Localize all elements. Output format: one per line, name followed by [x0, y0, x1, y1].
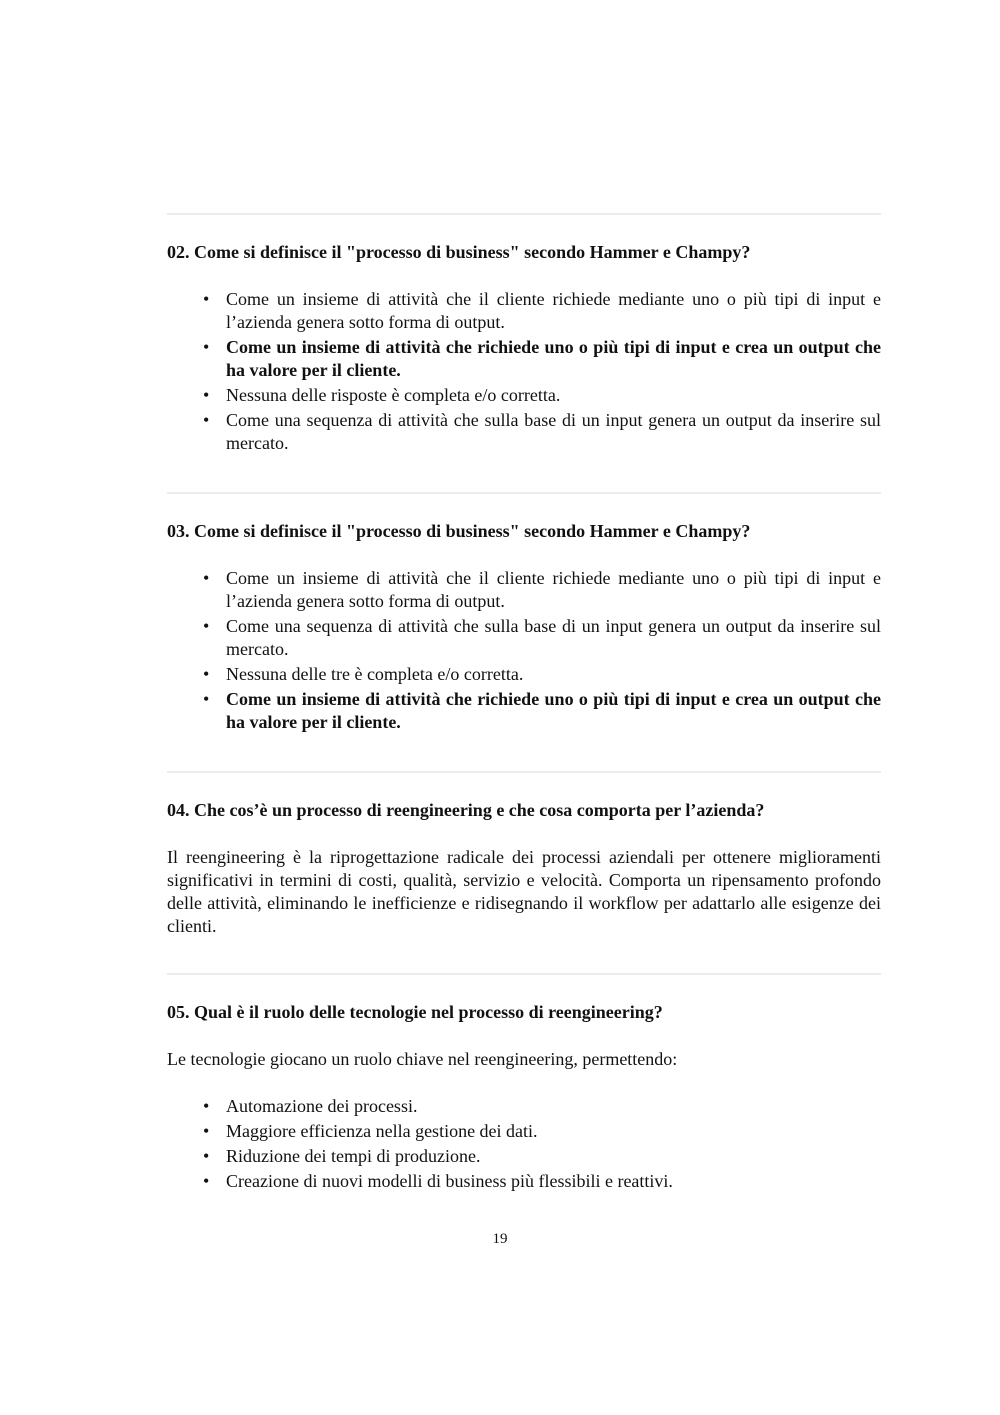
bullet-item: • Riduzione dei tempi di produzione. [226, 1145, 881, 1168]
question-title: 04. Che cos’è un processo di reengineering e che cosa comporta per l’azienda? [167, 800, 765, 820]
answer-options [167, 288, 881, 455]
question-title: 03. Come si definisce il "processo di business" secondo Hammer e Champy? [167, 521, 751, 541]
answer-option: • Nessuna delle risposte è completa e/o corretta. [226, 384, 881, 407]
question-section-05 [167, 1001, 881, 1230]
bullet-item: • Maggiore efficienza nella gestione dei dati. [226, 1120, 881, 1143]
section-divider [167, 213, 881, 215]
section-divider [167, 492, 881, 494]
section-divider [167, 973, 881, 975]
question-title: 02. Come si definisce il "processo di business" secondo Hammer e Champy? [167, 242, 751, 262]
question-section-02 [167, 241, 881, 492]
page-content [167, 213, 881, 1230]
answer-option-correct: • Come un insieme di attività che richiede uno o più tipi di input e crea un output che ha valore per il cliente. [226, 688, 881, 734]
answer-option-correct: • Come un insieme di attività che richiede uno o più tipi di input e crea un output che ha valore per il cliente. [226, 336, 881, 382]
bullet-item: • Automazione dei processi. [226, 1095, 881, 1118]
answer-options [167, 567, 881, 734]
answer-option: • Come un insieme di attività che il cliente richiede mediante uno o più tipi di input e l’azienda genera sotto forma di output. [226, 288, 881, 334]
section-divider [167, 771, 881, 773]
answer-paragraph: Le tecnologie giocano un ruolo chiave nel reengineering, permettendo: [167, 1049, 678, 1069]
question-title: 05. Qual è il ruolo delle tecnologie nel processo di reengineering? [167, 1002, 663, 1022]
answer-option: • Come una sequenza di attività che sulla base di un input genera un output da inserire sul mercato. [226, 409, 881, 455]
answer-option: • Come un insieme di attività che il cliente richiede mediante uno o più tipi di input e l’azienda genera sotto forma di output. [226, 567, 881, 613]
question-section-04 [167, 799, 881, 973]
page-number: 19 [492, 1231, 508, 1247]
answer-paragraph: Il reengineering è la riprogettazione radicale dei processi aziendali per ottenere miglioramenti significativi in termini di costi, qualità, servizio e velocità. Comporta un ripensamento profondo delle attività, eliminando le inefficienze e ridisegnando il workflow per adattarlo alle esigenze dei clienti. [167, 847, 881, 936]
answer-option: • Come una sequenza di attività che sulla base di un input genera un output da inserire sul mercato. [226, 615, 881, 661]
bullet-item: • Creazione di nuovi modelli di business più flessibili e reattivi. [226, 1170, 881, 1193]
answer-bullets [167, 1095, 881, 1193]
question-section-03 [167, 520, 881, 771]
answer-option: • Nessuna delle tre è completa e/o corretta. [226, 663, 881, 686]
